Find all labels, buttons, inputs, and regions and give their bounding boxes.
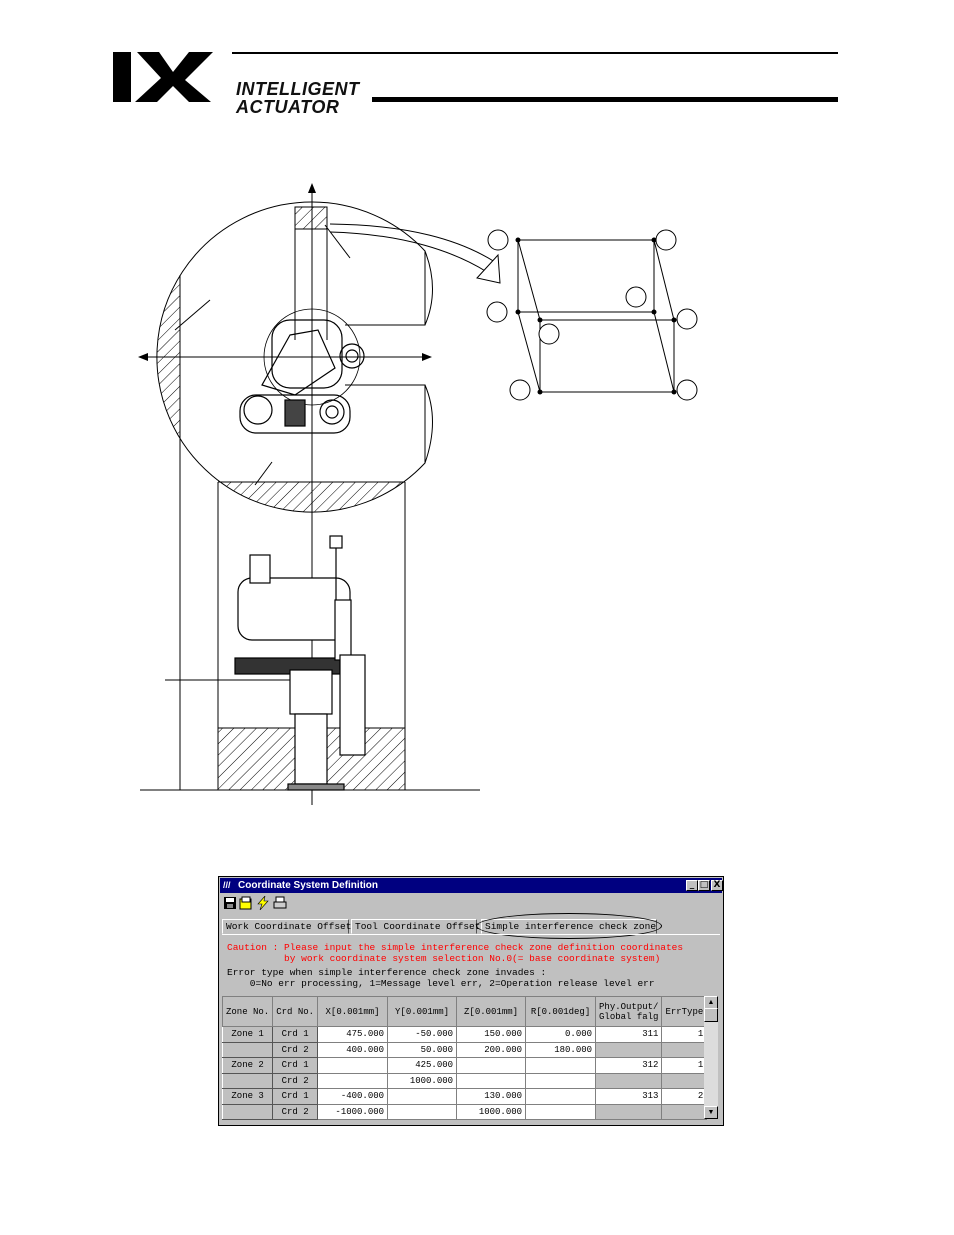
y-cell[interactable]: -50.000 (388, 1027, 457, 1043)
crd-label: Crd 2 (273, 1073, 318, 1089)
zone-label: Zone 1 (223, 1027, 273, 1043)
tab-tool-coordinate-offset[interactable]: Tool Coordinate Offset (351, 919, 477, 934)
y-cell[interactable]: 425.000 (388, 1058, 457, 1074)
close-button[interactable]: X (711, 880, 723, 891)
tab-work-coordinate-offset[interactable]: Work Coordinate Offset (222, 919, 349, 934)
output-cell (596, 1042, 662, 1058)
table-row (223, 1042, 707, 1058)
r-cell[interactable]: 0.000 (526, 1027, 596, 1043)
crd-label: Crd 1 (273, 1058, 318, 1074)
output-cell[interactable]: 313 (596, 1089, 662, 1105)
col-header-z: Z[0.001mm] (457, 997, 526, 1027)
print-icon[interactable] (272, 896, 288, 912)
output-cell (596, 1073, 662, 1089)
error-type-line-2: 0=No err processing, 1=Message level err, 2=Operation release level err (227, 978, 655, 989)
col-header-x: X[0.001mm] (318, 997, 388, 1027)
errtype-cell (662, 1073, 707, 1089)
output-cell[interactable]: 311 (596, 1027, 662, 1043)
open-icon[interactable] (238, 896, 254, 912)
save-icon[interactable] (222, 896, 238, 912)
crd-label: Crd 2 (273, 1104, 318, 1120)
flash-icon[interactable] (255, 896, 271, 912)
crd-label: Crd 1 (273, 1089, 318, 1105)
vertical-scrollbar[interactable] (704, 996, 718, 1119)
tab-strip (222, 917, 720, 935)
window-title: Coordinate System Definition (238, 880, 379, 891)
scroll-thumb[interactable] (704, 1008, 718, 1022)
r-cell[interactable] (526, 1089, 596, 1105)
brand-line-intelligent: INTELLIGENT (236, 79, 360, 99)
title-bar[interactable] (220, 878, 722, 893)
caution-line-2: by work coordinate system selection No.0(= base coordinate system) (227, 953, 661, 964)
zone-table-container (222, 996, 707, 1120)
crd-label: Crd 2 (273, 1042, 318, 1058)
x-cell[interactable] (318, 1058, 388, 1074)
zone-2-hatched-area (150, 482, 480, 522)
z-cell[interactable]: 130.000 (457, 1089, 526, 1105)
r-cell[interactable] (526, 1058, 596, 1074)
output-cell (596, 1104, 662, 1120)
minimize-button[interactable]: _ (686, 880, 698, 891)
table-row (223, 1027, 707, 1043)
errtype-cell (662, 1042, 707, 1058)
output-cell[interactable]: 312 (596, 1058, 662, 1074)
col-header-y: Y[0.001mm] (388, 997, 457, 1027)
errtype-cell[interactable]: 1 (662, 1027, 707, 1043)
z-cell[interactable] (457, 1073, 526, 1089)
x-cell[interactable]: 400.000 (318, 1042, 388, 1058)
zone-label: Zone 3 (223, 1089, 273, 1105)
errtype-cell (662, 1104, 707, 1120)
error-type-line-1: Error type when simple interference check zone invades : (227, 967, 547, 978)
interference-box-3d (518, 240, 674, 392)
zone-label (223, 1104, 273, 1120)
z-cell[interactable]: 1000.000 (457, 1104, 526, 1120)
x-cell[interactable]: -1000.000 (318, 1104, 388, 1120)
zone-label (223, 1073, 273, 1089)
maximize-button[interactable]: □ (699, 880, 709, 890)
r-cell[interactable] (526, 1104, 596, 1120)
x-cell[interactable] (318, 1073, 388, 1089)
scroll-down-button[interactable]: ▼ (704, 1106, 718, 1119)
robot-top-view (240, 309, 364, 433)
y-cell[interactable]: 50.000 (388, 1042, 457, 1058)
zone-3-hatched-area (150, 200, 180, 520)
y-cell[interactable] (388, 1104, 457, 1120)
z-cell[interactable] (457, 1058, 526, 1074)
col-header-zone: Zone No. (223, 997, 273, 1027)
table-row (223, 1058, 707, 1074)
table-row (223, 1104, 707, 1120)
x-cell[interactable]: 475.000 (318, 1027, 388, 1043)
crd-label: Crd 1 (273, 1027, 318, 1043)
y-cell[interactable] (388, 1089, 457, 1105)
zone-table (222, 996, 707, 1120)
caution-line-1: Caution : Please input the simple interference check zone definition coordinates (227, 942, 684, 953)
col-header-output: Phy.Output/ Global falg (596, 997, 662, 1027)
col-header-crd: Crd No. (273, 997, 318, 1027)
table-row (223, 1073, 707, 1089)
brand-line-actuator: ACTUATOR (236, 97, 340, 117)
app-icon: /// (223, 880, 231, 890)
r-cell[interactable]: 180.000 (526, 1042, 596, 1058)
scroll-up-button[interactable]: ▲ (704, 996, 718, 1009)
z-cell[interactable]: 150.000 (457, 1027, 526, 1043)
zone-1-hatched-area (295, 207, 327, 229)
table-row (223, 1089, 707, 1105)
r-cell[interactable] (526, 1073, 596, 1089)
zone-label: Zone 2 (223, 1058, 273, 1074)
errtype-cell[interactable]: 1 (662, 1058, 707, 1074)
tab-simple-interference-check-zone[interactable]: Simple interference check zone (481, 919, 657, 934)
x-cell[interactable]: -400.000 (318, 1089, 388, 1105)
errtype-cell[interactable]: 2 (662, 1089, 707, 1105)
z-cell[interactable]: 200.000 (457, 1042, 526, 1058)
col-header-errtype: ErrType (662, 997, 707, 1027)
col-header-r: R[0.001deg] (526, 997, 596, 1027)
zone-label (223, 1042, 273, 1058)
y-cell[interactable]: 1000.000 (388, 1073, 457, 1089)
